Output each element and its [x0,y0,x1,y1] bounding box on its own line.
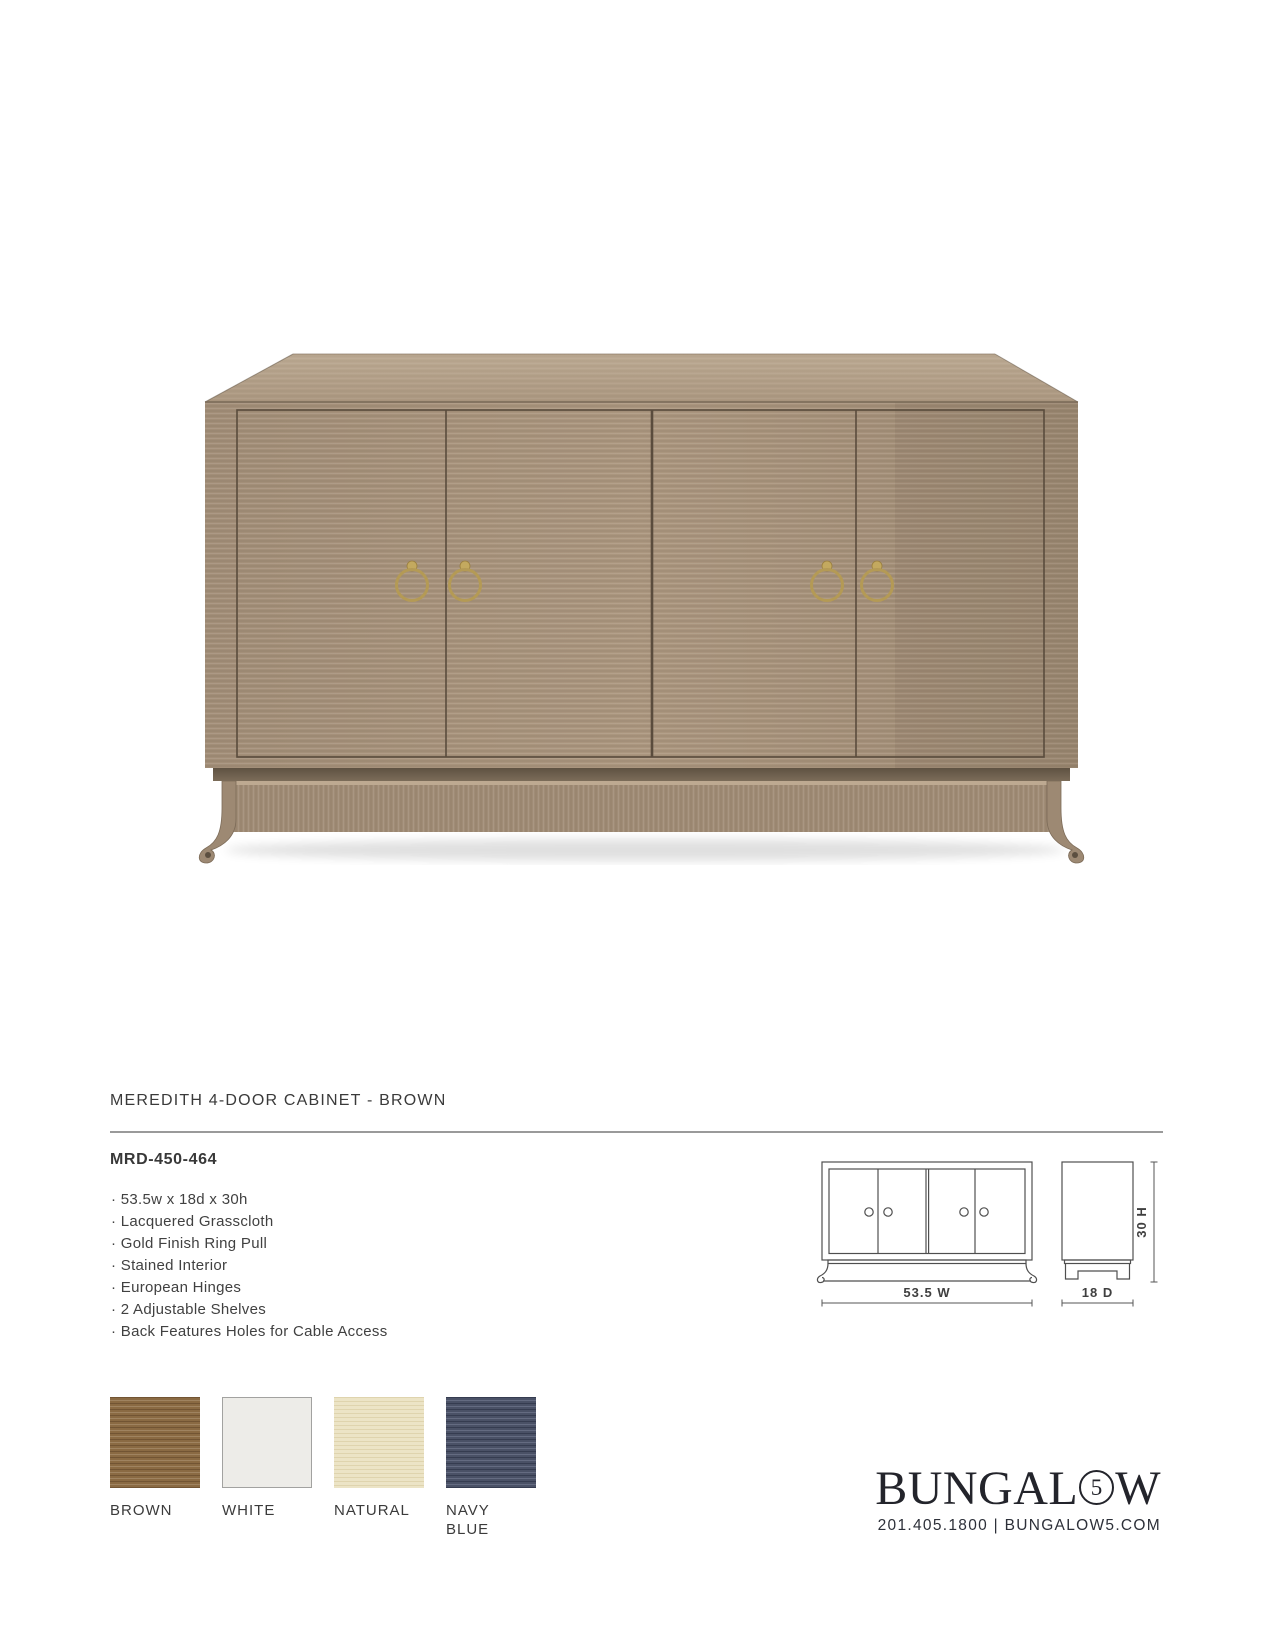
grasscloth-texture [110,1397,200,1488]
grasscloth-texture [334,1397,424,1488]
swatch-natural [334,1397,424,1488]
swatch-label-white: WHITE [222,1502,276,1519]
spec-item: · Lacquered Grasscloth [111,1211,388,1233]
spec-item: · Back Features Holes for Cable Access [111,1321,388,1343]
swatch-white [222,1397,312,1488]
front-elevation [817,1162,1036,1283]
cabinet-top [205,354,1078,402]
logo-text-right: W [1115,1462,1161,1515]
cabinet-front [205,402,1078,768]
spec-item: · Gold Finish Ring Pull [111,1233,388,1255]
depth-dimension-label: 18 D [1081,1285,1114,1300]
logo-text-left: BUNGAL [875,1462,1079,1515]
contact-line: 201.405.1800 | BUNGALOW5.COM [877,1517,1161,1534]
page-title: MEREDITH 4-DOOR CABINET - BROWN [110,1092,447,1109]
cabinet-illustration [195,340,1100,865]
width-dimension-label: 53.5 W [903,1285,951,1300]
swatch-brown [110,1397,200,1488]
product-sku: MRD-450-464 [110,1151,218,1168]
side-elevation [1062,1162,1133,1279]
spec-list [111,1189,388,1343]
spec-item: · Stained Interior [111,1255,388,1277]
divider-rule [110,1131,1163,1133]
spec-item: · 53.5w x 18d x 30h [111,1189,388,1211]
floor-shadow [225,839,1065,861]
swatch-navy-blue [446,1397,536,1488]
logo-five: 5 [1090,1474,1103,1500]
spec-item: · 2 Adjustable Shelves [111,1299,388,1321]
bungalow5-logo [875,1462,1161,1515]
brand-footer [875,1462,1161,1535]
grasscloth-texture [446,1397,536,1488]
swatch-label-brown: BROWN [110,1502,173,1519]
swatch-label-natural: NATURAL [334,1502,410,1519]
logo-five-circle-icon [1079,1470,1114,1505]
height-dimension-label: 30 H [1134,1206,1149,1238]
dimension-drawing [815,1155,1165,1310]
swatch-label-navy-blue: NAVY BLUE [446,1502,490,1538]
spec-item: · European Hinges [111,1277,388,1299]
